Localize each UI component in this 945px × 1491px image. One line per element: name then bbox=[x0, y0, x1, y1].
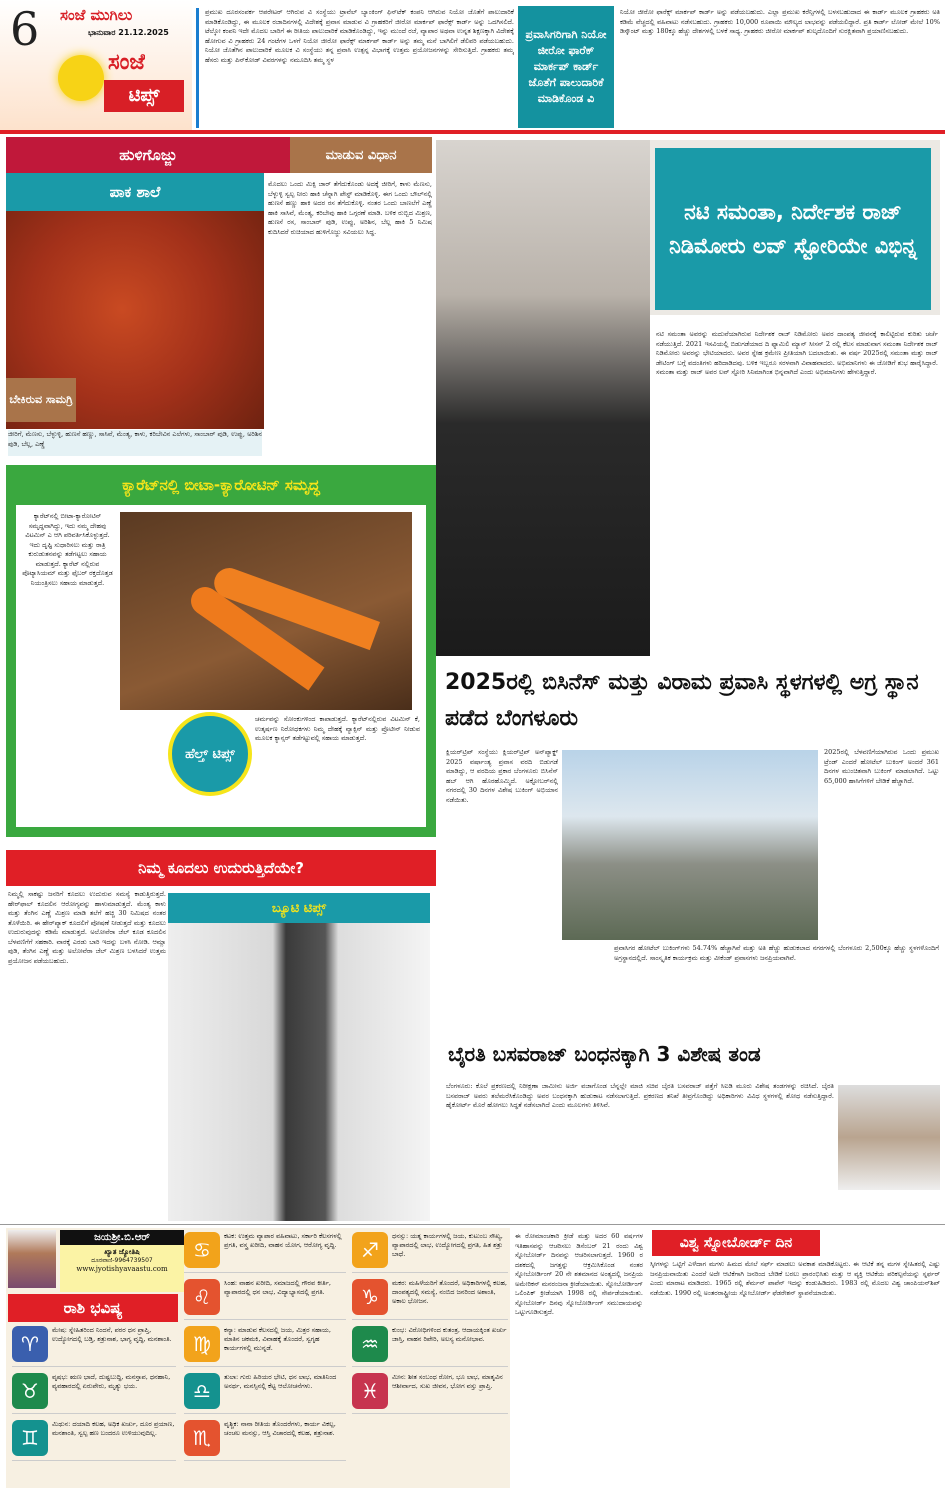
bengaluru-headline: 2025ರಲ್ಲಿ ಬಿಸಿನೆಸ್ ಮತ್ತು ವಿರಾಮ ಪ್ರವಾಸಿ ಸ್ಥಳಗಳಲ್ಲಿ ಅಗ್ರ ಸ್ಥಾನ ಪಡೆದ ಬೆಂಗಳೂರು bbox=[445, 670, 919, 731]
zodiac-row bbox=[12, 1420, 176, 1461]
horoscope bbox=[6, 1228, 510, 1488]
zodiac-row bbox=[352, 1373, 508, 1414]
top-story-body-right: ನಿಯೋ ಜೀರೋ ಫಾರೆಕ್ಸ್ ಮಾರ್ಕಪ್ ಕಾರ್ಡ್ ಅನ್ನು ಪಡೆಯಬಹುದು. ಎಲ್ಲಾ ಪ್ರಮುಖ ಕರೆನ್ಸಿಗಳಲ್ಲಿ ಬಳಸಬಹುದಾದ ಈ ಕಾರ್ಡ್ ಮೂಲಕ ಗ್ರಾಹಕರು ಅತಿ ಕಡಿಮೆ ವೆಚ್ಚದಲ್ಲಿ ವಹಿವಾಟು ನಡೆಸಬಹುದು. ಗ್ರಾಹಕರು 10,000 ರೂಪಾಯಿ ಮೌಲ್ಯದ ಲಾಭವನ್ನು ಪಡೆಯಲಿದ್ದಾರೆ. ಪ್ರತಿ ಕಾರ್ಡ್ ಲೋಡ್ ಮೇಲೆ 10% ಡಿಸ್ಕೌಂಟ್ ಮತ್ತು 180ಕ್ಕೂ ಹೆಚ್ಚು ದೇಶಗಳಲ್ಲಿ ಬಳಕೆ ಸಾಧ್ಯ. ಗ್ರಾಹಕರು ಜೀರೋ ಮಾರ್ಕಪ್ ಶುಲ್ಕದೊಂದಿಗೆ ಸುರಕ್ಷಿತವಾಗಿ ಪ್ರಯಾಣಿಸಬಹುದು. bbox=[620, 8, 940, 35]
recipe-method-label: ಮಾಡುವ ವಿಧಾನ bbox=[290, 137, 432, 173]
astrologer-title: ಖ್ಯಾತ ಜ್ಯೋತಿಷಿ bbox=[104, 1248, 140, 1256]
scorpion-icon: ♏ bbox=[184, 1420, 220, 1456]
couple-photo bbox=[436, 140, 650, 656]
zodiac-text: ಸಿಂಹ: ವಾಹನ ಖರೀದಿ, ಸಮಾಜದಲ್ಲಿ ಗೌರವ ಕೀರ್ತಿ, ವ್ಯಾಪಾರದಲ್ಲಿ ಧನ ಲಾಭ, ವಿದ್ಯಾಭ್ಯಾಸದಲ್ಲಿ ಪ್ರಗತಿ. bbox=[224, 1279, 331, 1296]
top-story-body-left: ಪ್ರಮುಖ ದೂರಸಂಪರ್ಕ ಆಪರೇಟರ್ ಆಗಿರುವ ವಿ ಸಂಸ್ಥೆಯು ಟ್ರಾವೆಲ್ ಬ್ಯಾಂಕಿಂಗ್ ಫಿನ್‌ಟೆಕ್ ಕಂಪನಿ ಆಗಿರುವ ನಿಯೋ ಜೊತೆಗೆ ಪಾಲುದಾರಿಕೆ ಮಾಡಿಕೊಂಡಿದ್ದು, ಈ ಮೂಲಕ ರಜಾದಿನಗಳಲ್ಲಿ ವಿದೇಶಕ್ಕೆ ಪ್ರವಾಸ ಮಾಡುವ ವಿ ಗ್ರಾಹಕರಿಗೆ ಜೀರೋ ಮಾರ್ಕಪ್ ಫಾರೆಕ್ಸ್ ಕಾರ್ಡ್ ಅನ್ನು ಒದಗಿಸಲಿದೆ. ಟೆಲ್ಕೋ ಕಂಪನಿ ಇದೇ ಮೊದಲ ಬಾರಿಗೆ ಈ ರೀತಿಯ ಪಾಲುದಾರಿಕೆ ಮಾಡಿಕೊಂಡಿದ್ದು, ಇನ್ನು ಮುಂದೆ ರಜೆ, ವ್ಯಾಪಾರ ಅಥವಾ ಉನ್ನತ ಶಿಕ್ಷಣಕ್ಕಾಗಿ ವಿದೇಶಕ್ಕೆ ಹೋಗುವ ವಿ ಗ್ರಾಹಕರು 24 ಗಂಟೆಗಳ ಒಳಗೆ ನಿಯೋ ಜೀರೋ ಫಾರೆಕ್ಸ್ ಮಾರ್ಕಪ್ ಕಾರ್ಡ್ ಅನ್ನು ತಮ್ಮ ಮನೆ ಬಾಗಿಲಿಗೆ ಡೆಲಿವರಿ ಪಡೆಯಬಹುದು. ನಿಯೋ ಜೊತೆಗಿನ ಪಾಲುದಾರಿಕೆ ಮೂಲಕ ವಿ ಸಂಸ್ಥೆಯು ತನ್ನ ಪ್ರವಾಸಿ ಉತ್ಪನ್ನ ವಿಭಾಗಕ್ಕೆ ಉತ್ತಮ ಪ್ರಯೋಜನಗಳನ್ನು ಸೇರಿಸುತ್ತಿದೆ. ಗ್ರಾಹಕರು ತಮ್ಮ ಹೆಸರು ಮತ್ತು ಪಿನ್‌ಕೋಡ್ ವಿವರಗಳನ್ನು ನಮೂದಿಸಿ ತಮ್ಮ ಸ್ಥಳ bbox=[196, 8, 514, 128]
astrologer-name: ಜಯಶ್ರೀ.ಬಿ.ಆರ್ bbox=[60, 1230, 184, 1245]
samantha-body: ನಟಿ ಸಮಂತಾ ಅವರನ್ನು ಮದುವೆಯಾಗಿರುವ ನಿರ್ದೇಶಕ ರಾಜ್ ನಿಡಿಮೋರು ಅವರ ದಾಂಪತ್ಯ ಜೀವನಕ್ಕೆ ಕಾಲಿಟ್ಟಿರುವ ಕುರಿತು ಚರ್ಚೆ ನಡೆಯುತ್ತಿದೆ. 2021 ಇಸವಿಯಲ್ಲಿ ಬಿಡುಗಡೆಯಾದ ದಿ ಫ್ಯಾಮಿಲಿ ಮ್ಯಾನ್ ಸೀಸನ್ 2 ರಲ್ಲಿ ಕೆಲಸ ಮಾಡುವಾಗ ಸಮಂತಾ ನಿರ್ದೇಶಕ ರಾಜ್ ನಿಡಿಮೋರು ಅವರನ್ನು ಭೇಟಿಯಾದರು. ಅವರ ಸ್ನೇಹ ಕ್ರಮೇಣ ಪ್ರೀತಿಯಾಗಿ ಬದಲಾಯಿತು. ಈ ವರ್ಷ 2025ರಲ್ಲಿ ಸಮಂತಾ ಮತ್ತು ರಾಜ್ ಡೇಟಿಂಗ್ ಬಗ್ಗೆ ವದಂತಿಗಳು ಹರಿದಾಡಿದವು. ಬಳಿಕ ಇಬ್ಬರೂ ಸರಳವಾಗಿ ವಿವಾಹವಾದರು. ಅಭಿಮಾನಿಗಳು ಈ ಜೋಡಿಗೆ ಶುಭ ಹಾರೈಸಿದ್ದಾರೆ. ಸಮಂತಾ ಮತ್ತು ರಾಜ್ ಅವರ ಲವ್ ಸ್ಟೋರಿ ಸಿನಿಮಾಗಿಂತ ಭಿನ್ನವಾಗಿದೆ ಎಂದು ಅಭಿಮಾನಿಗಳು ಹೇಳುತ್ತಿದ್ದಾರೆ. bbox=[656, 330, 938, 376]
ingredients-list: ಜೀರಿಗೆ, ಮೆಣಸು, ಬೆಳ್ಳುಳ್ಳಿ, ಹುಣಸೆ ಹಣ್ಣು, ಸಾಸಿವೆ, ಮೆಂತ್ಯ, ಕಾಳು, ಕರಿಬೇವಿನ ಎಲೆಗಳು, ಸಾಂಬಾರ್ ಪುಡಿ, ಉಪ್ಪು, ಅರಿಶಿನ ಪುಡಿ, ಬೆಲ್ಲ, ಎಣ್ಣೆ bbox=[8, 430, 262, 456]
beauty-headline: ನಿಮ್ಮ ಕೂದಲು ಉದುರುತ್ತಿದೆಯೇ? bbox=[6, 850, 436, 886]
ram-icon: ♈ bbox=[12, 1326, 48, 1362]
zodiac-text: ಧನಸ್ಸು: ಯತ್ನ ಕಾರ್ಯಗಳಲ್ಲಿ ಜಯ, ಕುಟುಂಬ ಸೌಖ್ಯ, ವ್ಯಾಪಾರದಲ್ಲಿ ಲಾಭ, ಉದ್ಯೋಗದಲ್ಲಿ ಪ್ರಗತಿ, ಹಿತ ಶತ್ರು ಬಾಧೆ. bbox=[392, 1232, 503, 1258]
samantha-headline: ನಟಿ ಸಮಂತಾ, ನಿರ್ದೇಶಕ ರಾಜ್ ನಿಡಿಮೋರು ಲವ್ ಸ್ಟೋರಿಯೇ ವಿಭಿನ್ನ bbox=[655, 148, 931, 310]
byrathi-body: ಬೆಂಗಳೂರು: ಕೊಲೆ ಪ್ರಕರಣದಲ್ಲಿ ನಿರೀಕ್ಷಣಾ ಜಾಮೀನು ಅರ್ಜಿ ವಜಾಗೊಂಡ ಬೆನ್ನಲ್ಲೇ ಮಾಜಿ ಸಚಿವ ಬೈರತಿ ಬಸವರಾಜ್ ಪತ್ತೆಗೆ ಸಿಐಡಿ ಮೂರು ವಿಶೇಷ ತಂಡಗಳನ್ನು ರಚಿಸಿದೆ. ಬೈರತಿ ಬಸವರಾಜ್ ಅವರು ತಲೆಮರೆಸಿಕೊಂಡಿದ್ದು ಅವರ ಬಂಧನಕ್ಕಾಗಿ ಹುಡುಕಾಟ ನಡೆಸಲಾಗುತ್ತಿದೆ. ಪ್ರಕರಣದ ತನಿಖೆ ತೀವ್ರಗೊಂಡಿದ್ದು ಅಧಿಕಾರಿಗಳು ವಿವಿಧ ಸ್ಥಳಗಳಲ್ಲಿ ಶೋಧ ನಡೆಸುತ್ತಿದ್ದಾರೆ. ಹೈಕೋರ್ಟ್ ಮೊರೆ ಹೋಗಲು ಸಿದ್ಧತೆ ನಡೆಸಲಾಗಿದೆ ಎಂದು ಮೂಲಗಳು ತಿಳಿಸಿವೆ. bbox=[446, 1082, 834, 1109]
zodiac-text: ಮಕರ: ಮಹಿಳೆಯರಿಗೆ ತೊಂದರೆ, ಅಧಿಕಾರಿಗಳಲ್ಲಿ ಕಲಹ, ದಾಂಪತ್ಯದಲ್ಲಿ ಸಮಸ್ಯೆ, ನಂಬಿದ ಜನರಿಂದ ಅಶಾಂತಿ, ಅಕಾಲ ಭೋಜನ. bbox=[392, 1279, 507, 1305]
top-story-headline: ಪ್ರವಾಸಿಗರಿಗಾಗಿ ನಿಯೋ ಜೀರೋ ಫಾರೆಕ್ ಮಾರ್ಕಪ್ ಕಾರ್ಡ್ ಜೊತೆಗೆ ಪಾಲುದಾರಿಕೆ ಮಾಡಿಕೊಂಡ ವಿ bbox=[518, 6, 614, 128]
astrologer-card bbox=[60, 1230, 184, 1292]
byrathi-headline: ಬೈರತಿ ಬಸವರಾಜ್ ಬಂಧನಕ್ಕಾಗಿ 3 ವಿಶೇಷ ತಂಡ bbox=[448, 1042, 761, 1066]
bulb-icon bbox=[58, 55, 104, 101]
zodiac-row bbox=[12, 1373, 176, 1414]
bow-icon: ♐ bbox=[352, 1232, 388, 1268]
zodiac-row bbox=[12, 1326, 176, 1367]
goat-icon: ♑ bbox=[352, 1279, 388, 1315]
page-number: 6 bbox=[10, 2, 40, 56]
zodiac-column bbox=[12, 1326, 176, 1467]
zodiac-row bbox=[184, 1326, 346, 1367]
zodiac-text: ವೃಷಭ: ಋಣ ಭಾದೆ, ದುಷ್ಟಬುದ್ಧಿ, ಮನಸ್ತಾಪ, ಧನಹಾನಿ, ವ್ಯವಹಾರದಲ್ಲಿ ಏರುಪೇರು, ಮೃತ್ಯು ಭಯ. bbox=[52, 1373, 171, 1390]
bengaluru-body-right: 2025ರಲ್ಲಿ ಬೆಳವಣಿಗೆಯಾಗಿರುವ ಒಂದು ಪ್ರಮುಖ ಟ್ರೆಂಡ್ ಎಂದರೆ ಹೋಟೆಲ್ ಬುಕಿಂಗ್ ಅಂದರೆ 361 ದಿನಗಳ ಮುಂಚಿತವಾಗಿ ಬುಕಿಂಗ್ ಮಾಡಲಾಗಿದೆ. ಒಟ್ಟು 65,000 ಹಾಸಿಗೆಗಳಿಗೆ ಬೇಡಿಕೆ ಹೆಚ್ಚಾಗಿದೆ. bbox=[824, 748, 939, 785]
carrot-image bbox=[120, 512, 412, 710]
divider bbox=[0, 1224, 945, 1225]
lion-icon: ♌ bbox=[184, 1279, 220, 1315]
zodiac-column bbox=[184, 1232, 346, 1467]
zodiac-row bbox=[352, 1279, 508, 1320]
section-title: ಸಂಜೆ bbox=[108, 50, 146, 75]
pot-icon: ♒ bbox=[352, 1326, 388, 1362]
zodiac-column bbox=[352, 1232, 508, 1420]
zodiac-text: ಮೀನ: ಶೀತ ಸಂಬಂಧ ರೋಗ, ಭೂ ಲಾಭ, ಮಾತೃವಿನ ಆಶೀರ್ವಾದ, ಸುಖ ಜೀವನ, ಭೋಗ ವಸ್ತು ಪ್ರಾಪ್ತಿ. bbox=[392, 1373, 503, 1390]
zodiac-row bbox=[352, 1232, 508, 1273]
hair-image bbox=[168, 893, 430, 1221]
astrologer-website[interactable]: www.jyotishyavaastu.com bbox=[76, 1265, 168, 1273]
masthead bbox=[0, 0, 192, 130]
beauty-tips-badge: ಬ್ಯೂಟಿ ಟಿಪ್ಸ್ bbox=[168, 893, 430, 923]
recipe-method: ಮೊದಲು ಒಂದು ಮಿಕ್ಸಿ ಜಾರ್ ತೆಗೆದುಕೊಂಡು ಅದಕ್ಕೆ ಜೀರಿಗೆ, ಕಾಳು ಮೆಣಸು, ಬೆಳ್ಳುಳ್ಳಿ ಸ್ವಲ್ಪ ನೀರು ಹಾಕಿ ಚೆನ್ನಾಗಿ ಪೇಸ್ಟ್ ಮಾಡಿಕೊಳ್ಳಿ. ಈಗ ಒಂದು ಬೌಲ್‌ನಲ್ಲಿ ಹುಣಸೆ ಹಣ್ಣು ಹಾಕಿ ಅದರ ರಸ ತೆಗೆದುಕೊಳ್ಳಿ. ನಂತರ ಒಂದು ಬಾಣಲೆಗೆ ಎಣ್ಣೆ ಹಾಕಿ ಸಾಸಿವೆ, ಮೆಂತ್ಯ, ಕರಿಬೇವು ಹಾಕಿ ಒಗ್ಗರಣೆ ಮಾಡಿ. ಬಳಿಕ ರುಬ್ಬಿದ ಮಿಶ್ರಣ, ಹುಣಸೆ ರಸ, ಸಾಂಬಾರ್ ಪುಡಿ, ಉಪ್ಪು, ಅರಿಶಿನ, ಬೆಲ್ಲ ಹಾಕಿ 5 ನಿಮಿಷ ಕುದಿಸಿದರೆ ರುಚಿಯಾದ ಹುಳಿಗೊಜ್ಜು ಸವಿಯಲು ಸಿದ್ಧ. bbox=[268, 180, 432, 236]
divider bbox=[0, 130, 945, 134]
scales-icon: ♎ bbox=[184, 1373, 220, 1409]
zodiac-row bbox=[184, 1232, 346, 1273]
section-title-2: ಟಿಪ್ಸ್ bbox=[104, 80, 184, 112]
snowboard-body-right-top bbox=[825, 1232, 940, 1258]
zodiac-text: ವೃಶ್ಚಿಕ: ನಾನಾ ರೀತಿಯ ತೊಂದರೆಗಳು, ಕಾರ್ಯ ವಿಕಲ್ಪ, ಚಂಚಲ ಮನಸ್ಸು, ಆಸ್ತಿ ವಿಚಾರದಲ್ಲಿ ಕಲಹ, ಶತ್ರುನಾಶ. bbox=[224, 1420, 336, 1437]
health-body-2: ಚರ್ಮವನ್ನು ಸೋಂಕುಗಳಿಂದ ಕಾಪಾಡುತ್ತದೆ. ಕ್ಯಾರೆಟ್‌ನಲ್ಲಿರುವ ವಿಟಮಿನ್ ಕೆ, ಉತ್ಕರ್ಷಣ ನಿರೋಧಕಗಳು ನಿಮ್ಮ ದೇಹಕ್ಕೆ ವ್ಯಾಕ್ಸಿನ್ ಮತ್ತು ಪ್ರೊಟೀನ್ ನೀಡುವ ಮೂಲಕ ಕ್ಯಾನ್ಸರ್ ತಡೆಗಟ್ಟುವಲ್ಲಿ ಸಹಾಯ ಮಾಡುತ್ತದೆ. bbox=[255, 715, 420, 742]
byrathi-photo bbox=[838, 1085, 940, 1190]
health-tips-badge: ಹೆಲ್ತ್ ಟಿಪ್ಸ್ bbox=[168, 712, 252, 796]
virgo-icon: ♍ bbox=[184, 1326, 220, 1362]
zodiac-row bbox=[184, 1373, 346, 1414]
zodiac-text: ಕುಂಭ: ವಿರೋಧಿಗಳಿಂದ ಕುತಂತ್ರ, ಆದಾಯಕ್ಕಿಂತ ಖರ್ಚು ಜಾಸ್ತಿ, ವಾಹನ ರಿಪೇರಿ, ಅಲಸ್ಯ ಮನೋಭಾವ. bbox=[392, 1326, 507, 1343]
zodiac-text: ಕಟಕ: ಉತ್ತಮ ವ್ಯಾಪಾರ ವಹಿವಾಟು, ಸರ್ಕಾರಿ ಕೆಲಸಗಳಲ್ಲಿ ಪ್ರಗತಿ, ವಸ್ತ್ರ ಖರೀದಿ, ವಾಹನ ಯೋಗ, ಆರೋಗ್ಯ ವೃದ್ಧಿ. bbox=[224, 1232, 342, 1249]
recipe-title: ಹುಳಿಗೊಜ್ಜು bbox=[6, 137, 290, 173]
zodiac-row bbox=[352, 1326, 508, 1367]
snowboard-body-left: ಈ ರೋಮಾಂಚಕಾರಿ ಕ್ರೀಡೆ ಮತ್ತು ಅದರ 60 ವರ್ಷಗಳ ಇತಿಹಾಸವನ್ನು ಆಚರಿಸಲು ಡಿಸೆಂಬರ್ 21 ರಂದು ವಿಶ್ವ ಸ್ನೋಬೋರ್ಡ್ ದಿನವನ್ನು ಆಚರಿಸಲಾಗುತ್ತದೆ. 1960 ರ ದಶಕದಲ್ಲಿ ಜಗತ್ತನ್ನು ಆಕ್ರಮಿಸಿಕೊಂಡ ನಂತರ ಸ್ನೋಬೋರ್ಡಿಂಗ್ 20 ನೇ ಶತಮಾನದ ಅಂತ್ಯದಲ್ಲಿ ಜನಪ್ರಿಯ ಅಮೇರಿಕನ್ ಮನರಂಜನಾ ಕ್ರೀಡೆಯಾಯಿತು. ಸ್ನೋಬೋರ್ಡಿಂಗ್ ಒಲಿಂಪಿಕ್ ಕ್ರೀಡೆಯಾಗಿ 1998 ರಲ್ಲಿ ಸೇರ್ಪಡೆಯಾಯಿತು. ಸ್ನೋಬೋರ್ಡ್ ದಿನವು ಸ್ನೋಬೋರ್ಡಿಂಗ್ ಸಮುದಾಯವನ್ನು ಒಟ್ಟುಗೂಡಿಸುತ್ತದೆ. bbox=[515, 1232, 643, 1316]
zodiac-text: ಮೇಷ: ಸ್ನೇಹಿತರಿಂದ ನಿಂದನೆ, ಪರರ ಧನ ಪ್ರಾಪ್ತಿ, ಉದ್ಯೋಗದಲ್ಲಿ ಬಡ್ತಿ, ಶತ್ರುನಾಶ, ಭಾಗ್ಯ ವೃದ್ಧಿ, ಮನಶಾಂತಿ. bbox=[52, 1326, 172, 1343]
health-body: ಕ್ಯಾರೆಟ್‌ನಲ್ಲಿ ಬೀಟಾ-ಕ್ಯಾರೋಟಿನ್ ಸಮೃದ್ಧವಾಗಿದ್ದು, ಇದು ನಮ್ಮ ದೇಹವು ವಿಟಮಿನ್ ಎ ಆಗಿ ಪರಿವರ್ತಿಸಿಕೊಳ್ಳುತ್ತದೆ. ಇದು ದೃಷ್ಟಿ ಸುಧಾರಿಸಲು ಮತ್ತು ರಾತ್ರಿ ಕುರುಡುತನವನ್ನು ತಡೆಗಟ್ಟಲು ಸಹಾಯ ಮಾಡುತ್ತದೆ. ಕ್ಯಾರೆಟ್ ನಲ್ಲಿರುವ ಪೊಟ್ಯಾಸಿಯಮ್ ಮತ್ತು ಫೈಬರ್ ರಕ್ತದೊತ್ತಡ ನಿಯಂತ್ರಿಸಲು ಸಹಾಯ ಮಾಡುತ್ತದೆ. bbox=[22, 512, 113, 587]
bull-icon: ♉ bbox=[12, 1373, 48, 1409]
recipe-section: ಪಾಕ ಶಾಲೆ bbox=[6, 173, 264, 211]
bengaluru-body-left: ಕ್ಲಿಯರ್‌ಟ್ರಿಪ್ ಸಂಸ್ಥೆಯು ಕ್ಲಿಯರ್‌ಟ್ರಿಪ್ ಅನ್‌ಪ್ಯಾಕ್ಡ್ 2025 ವರ್ಷಾಂತ್ಯ ಪ್ರವಾಸ ವರದಿ ಬಿಡುಗಡೆ ಮಾಡಿದ್ದು, ಆ ವರದಿಯ ಪ್ರಕಾರ ಬೆಂಗಳೂರು ಬಿಸಿನೆಸ್ ಹಬ್ ಆಗಿ ಹೊರಹೊಮ್ಮಿದೆ. ಅಕ್ಟೋಬರ್‌ನಲ್ಲಿ ನಗರದಲ್ಲಿ 30 ದಿನಗಳ ವಿಶೇಷ ಬುಕಿಂಗ್ ಅಭಿಯಾನ ನಡೆಯಿತು. bbox=[446, 748, 558, 804]
zodiac-row bbox=[184, 1420, 346, 1461]
astrologer-phone: ದೂರವಾಣಿ-9964739507 bbox=[91, 1257, 153, 1264]
fish-icon: ♓ bbox=[352, 1373, 388, 1409]
astrologer-photo bbox=[8, 1230, 56, 1288]
twins-icon: ♊ bbox=[12, 1420, 48, 1456]
zodiac-text: ತುಲಾ: ಗುರು ಹಿರಿಯರ ಭೇಟಿ, ಧನ ಲಾಭ, ಮಾತಿನಿಂದ ಅನರ್ಥ, ಮನಸ್ಸಿನಲ್ಲಿ ಕೆಟ್ಟ ಆಲೋಚನೆಗಳು. bbox=[224, 1373, 337, 1390]
ingredients-label: ಬೇಕಿರುವ ಸಾಮಗ್ರಿ bbox=[6, 378, 76, 422]
bengaluru-body-bottom: ಪ್ರವಾಸಿಗರ ಹೋಟೆಲ್ ಬುಕಿಂಗ್‌ಗಳು 54.74% ಹೆಚ್ಚಾಗಿವೆ ಮತ್ತು ಅತಿ ಹೆಚ್ಚು ಹುಡುಕಲಾದ ನಗರಗಳಲ್ಲಿ ಬೆಂಗಳೂರು 2,500ಕ್ಕೂ ಹೆಚ್ಚು ಸ್ಥಳಗಳೊಂದಿಗೆ ಅಗ್ರಸ್ಥಾನದಲ್ಲಿದೆ. ಸಾಂಸ್ಕೃತಿಕ ಕಾರ್ಯಕ್ರಮ ಮತ್ತು ವೀಕೆಂಡ್ ಪ್ರವಾಸಗಳು ಜನಪ್ರಿಯವಾಗಿವೆ. bbox=[614, 944, 939, 962]
issue-date: ಭಾನುವಾರ 21.12.2025 bbox=[88, 28, 169, 37]
snowboard-headline: ವಿಶ್ವ ಸ್ನೋಬೋರ್ಡ್ ದಿನ bbox=[652, 1230, 820, 1256]
snowboard-body-right: ಸ್ಕೀಗಳನ್ನು ಒಟ್ಟಿಗೆ ಎಳೆದಾಗ ಮಗಳು ಹಿಮದ ಮೇಲೆ ಸರ್ಫ್ ಮಾಡಲು ಅವಕಾಶ ಮಾಡಿಕೊಟ್ಟರು. ಈ ಆಟಿಕೆ ತನ್ನ ಮಗಳ ಸ್ನೇಹಿತರಲ್ಲಿ ಎಷ್ಟು ಜನಪ್ರಿಯವಾಯಿತು ಎಂದರೆ ಅದೇ ಆಟಿಕೆಗಾಗಿ ಜನರಿಂದ ಬೇಡಿಕೆ ಬರಲು ಪ್ರಾರಂಭಿಸಿತು ಮತ್ತು ಆ ವ್ಯಕ್ತಿ ಆಟಿಕೆಯ ಪರಿಕಲ್ಪನೆಯನ್ನು ಸ್ನರ್ಫರ್ ಎಂದು ಮಾರಾಟ ಮಾಡಿದರು. 1965 ರಲ್ಲಿ ಶೆರ್ಮನ್ ಪಾಪೆನ್ ಇದನ್ನು ಕಂಡುಹಿಡಿದರು. 1983 ರಲ್ಲಿ ಮೊದಲ ವಿಶ್ವ ಚಾಂಪಿಯನ್‌ಶಿಪ್ ನಡೆಯಿತು. 1990 ರಲ್ಲಿ ಅಂತರರಾಷ್ಟ್ರೀಯ ಸ್ನೋಬೋರ್ಡ್ ಫೆಡರೇಶನ್ ಸ್ಥಾಪನೆಯಾಯಿತು. bbox=[650, 1260, 940, 1297]
beauty-body: ನಿಮ್ಮಲ್ಲಿ ಸಾಕಷ್ಟು ಜನರಿಗೆ ಕೂದಲು ಉದುರುವ ಸಮಸ್ಯೆ ಕಾಡುತ್ತಿರುತ್ತದೆ. ಹೇರ್‌ಫಾಲ್ ಕೂದಲಿನ ಆರೋಗ್ಯವನ್ನು ಹಾಳುಮಾಡುತ್ತದೆ. ಮೆಂತ್ಯ ಕಾಳು ಮತ್ತು ತೆಂಗಿನ ಎಣ್ಣೆ ಮಿಶ್ರಣ ಮಾಡಿ ತಲೆಗೆ ಹಚ್ಚಿ 30 ನಿಮಿಷದ ನಂತರ ತೊಳೆಯಿರಿ. ಈ ಹೇರ್‌ಪ್ಯಾಕ್ ಕೂದಲಿಗೆ ಪೋಷಣೆ ನೀಡುತ್ತದೆ ಮತ್ತು ಕೂದಲು ಉದುರುವುದನ್ನು ಕಡಿಮೆ ಮಾಡುತ್ತದೆ. ಅಲೋವೆರಾ ಜೆಲ್ ಕೂಡ ಕೂದಲಿನ ಬೆಳವಣಿಗೆಗೆ ಸಹಕಾರಿ. ವಾರಕ್ಕೆ ಎರಡು ಬಾರಿ ಇದನ್ನು ಬಳಸಿ ನೋಡಿ. ಆಮ್ಲಾ ಪುಡಿ, ತೆಂಗಿನ ಎಣ್ಣೆ ಮತ್ತು ಅಲೋವೆರಾ ಜೆಲ್ ಮಿಶ್ರಣ ಬಳಸಿದರೆ ಉತ್ತಮ ಪ್ರಯೋಜನ ಪಡೆಯಬಹುದು. bbox=[8, 890, 166, 965]
horoscope-heading: ರಾಶಿ ಭವಿಷ್ಯ bbox=[8, 1294, 178, 1322]
zodiac-row bbox=[184, 1279, 346, 1320]
crab-icon: ♋ bbox=[184, 1232, 220, 1268]
health-headline: ಕ್ಯಾರೆಟ್‌ನಲ್ಲಿ ಬೀಟಾ-ಕ್ಯಾರೋಟಿನ್ ಸಮೃದ್ಧ bbox=[122, 476, 320, 494]
city-image bbox=[562, 750, 818, 940]
paper-name: ಸಂಜೆ ಮುಗಿಲು bbox=[60, 6, 133, 24]
zodiac-text: ಕನ್ಯಾ: ಮಾಡುವ ಕೆಲಸದಲ್ಲಿ ಜಯ, ಮಿತ್ರರ ಸಹಾಯ, ಮಾತಿನ ಚಕಮಕಿ, ವಿವಾಹಕ್ಕೆ ತೊಂದರೆ, ಸ್ವಗೃಹ ಕಾರ್ಯಗಳಲ್ಲಿ ಮುನ್ನಡೆ. bbox=[224, 1326, 331, 1352]
zodiac-text: ಮಿಥುನ: ದಯಾದಿ ಕಲಹ, ಅಧಿಕ ಖರ್ಚು, ದೂರ ಪ್ರಯಾಣ, ಮನಶಾಂತಿ, ಸ್ವಲ್ಪ ಹಣ ಬಂದರೂ ಉಳಿಯುವುದಿಲ್ಲ. bbox=[52, 1420, 175, 1437]
